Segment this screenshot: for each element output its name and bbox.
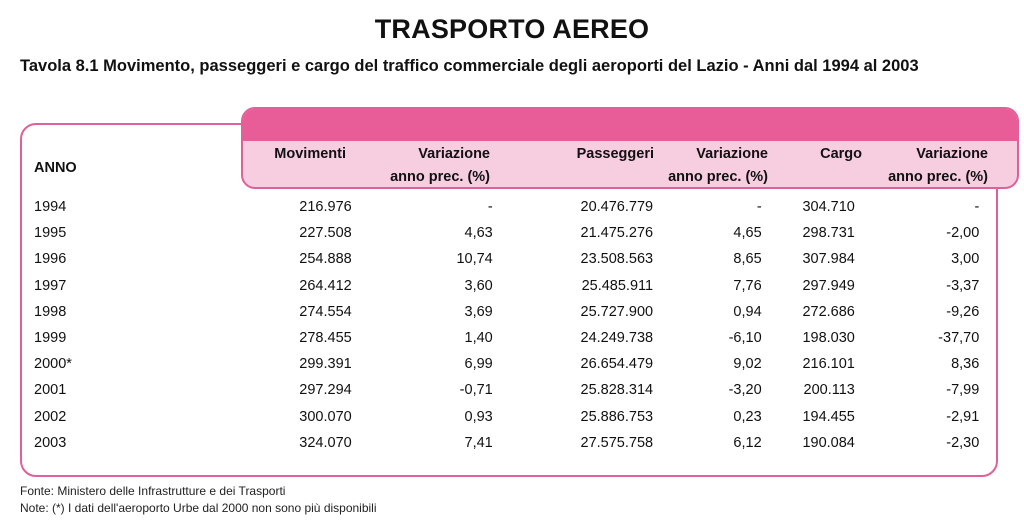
table-row — [22, 325, 998, 351]
cell-anno: 1998 — [34, 303, 67, 320]
cell-variazione-movimenti: 10,74 — [456, 251, 493, 268]
cell-variazione-movimenti: 3,60 — [464, 277, 493, 294]
cell-variazione-cargo: -2,00 — [946, 225, 980, 242]
cell-variazione-passeggeri: 0,23 — [733, 408, 762, 425]
table-row — [22, 194, 998, 220]
cell-variazione-movimenti: 4,63 — [464, 225, 493, 242]
cell-movimenti: 324.070 — [299, 434, 352, 451]
row-padding — [979, 246, 998, 272]
cell-cargo: 298.731 — [802, 225, 855, 242]
cell-movimenti: 227.508 — [299, 225, 352, 242]
cell-variazione-movimenti: - — [487, 199, 493, 216]
row-padding — [979, 351, 998, 377]
header-band-top — [243, 109, 1017, 141]
cell-cargo: 216.101 — [802, 356, 855, 373]
column-header-movimenti: Movimenti — [274, 146, 346, 162]
source-note: Fonte: Ministero delle Infrastrutture e dei Trasporti — [20, 484, 286, 498]
column-header-variazione-cargo: Variazione anno prec. (%) — [888, 146, 988, 185]
cell-movimenti: 278.455 — [299, 330, 352, 347]
row-padding — [979, 273, 998, 299]
cell-anno: 1994 — [34, 199, 67, 216]
cell-cargo: 297.949 — [802, 277, 855, 294]
cell-variazione-cargo: -9,26 — [946, 303, 980, 320]
row-padding — [979, 194, 998, 220]
table-caption: Tavola 8.1 Movimento, passeggeri e cargo del traffico commerciale degli aeroporti del Lazio - Anni dal 1994 al 2003 — [20, 57, 919, 75]
cell-movimenti: 274.554 — [299, 303, 352, 320]
cell-variazione-passeggeri: -3,20 — [728, 382, 762, 399]
cell-anno: 1995 — [34, 225, 67, 242]
cell-passeggeri: 21.475.276 — [580, 225, 654, 242]
cell-passeggeri: 24.249.738 — [580, 330, 654, 347]
table-row — [22, 430, 998, 456]
cell-variazione-movimenti: 0,93 — [464, 408, 493, 425]
column-header-variazione-passeggeri: Variazione anno prec. (%) — [668, 146, 768, 185]
cell-variazione-passeggeri: 4,65 — [733, 225, 762, 242]
cell-movimenti: 299.391 — [299, 356, 352, 373]
cell-passeggeri: 26.654.479 — [580, 356, 654, 373]
cell-variazione-cargo: - — [974, 199, 980, 216]
cell-variazione-movimenti: 1,40 — [464, 330, 493, 347]
cell-anno: 2003 — [34, 434, 67, 451]
cell-cargo: 194.455 — [802, 408, 855, 425]
table-row — [22, 404, 998, 430]
cell-anno: 2001 — [34, 382, 67, 399]
table-row — [22, 299, 998, 325]
cell-movimenti: 216.976 — [299, 199, 352, 216]
column-header-passeggeri: Passeggeri — [576, 146, 654, 162]
cell-anno: 1996 — [34, 251, 67, 268]
cell-passeggeri: 25.485.911 — [581, 277, 654, 294]
cell-anno: 1999 — [34, 330, 67, 347]
cell-movimenti: 254.888 — [299, 251, 352, 268]
table-row — [22, 273, 998, 299]
cell-variazione-movimenti: 7,41 — [464, 434, 493, 451]
footnote: Note: (*) I dati dell'aeroporto Urbe dal 2000 non sono più disponibili — [20, 501, 377, 515]
row-padding — [979, 220, 998, 246]
cell-cargo: 198.030 — [802, 330, 855, 347]
cell-variazione-passeggeri: 9,02 — [733, 356, 762, 373]
cell-passeggeri: 25.727.900 — [580, 303, 654, 320]
cell-variazione-movimenti: -0,71 — [459, 382, 493, 399]
cell-variazione-cargo: 8,36 — [951, 356, 980, 373]
table-row — [22, 220, 998, 246]
cell-anno: 2002 — [34, 408, 67, 425]
table-body — [22, 194, 998, 456]
cell-movimenti: 300.070 — [299, 408, 352, 425]
cell-cargo: 272.686 — [802, 303, 855, 320]
cell-variazione-cargo: -7,99 — [946, 382, 980, 399]
cell-passeggeri: 25.886.753 — [580, 408, 654, 425]
cell-variazione-cargo: -2,30 — [946, 434, 980, 451]
cell-variazione-passeggeri: - — [756, 199, 762, 216]
cell-anno: 1997 — [34, 277, 67, 294]
row-padding — [979, 299, 998, 325]
row-padding — [979, 377, 998, 403]
column-header-cargo: Cargo — [820, 146, 862, 162]
table-row — [22, 246, 998, 272]
cell-variazione-passeggeri: 6,12 — [733, 434, 762, 451]
cell-passeggeri: 27.575.758 — [580, 434, 654, 451]
cell-movimenti: 297.294 — [299, 382, 352, 399]
data-table — [22, 194, 998, 456]
cell-cargo: 304.710 — [802, 199, 855, 216]
cell-passeggeri: 20.476.779 — [580, 199, 654, 216]
cell-movimenti: 264.412 — [299, 277, 352, 294]
cell-passeggeri: 23.508.563 — [580, 251, 654, 268]
cell-variazione-passeggeri: 7,76 — [733, 277, 762, 294]
cell-variazione-cargo: 3,00 — [951, 251, 980, 268]
table-row — [22, 377, 998, 403]
cell-variazione-movimenti: 6,99 — [464, 356, 493, 373]
footnotes — [20, 483, 377, 517]
cell-cargo: 190.084 — [802, 434, 855, 451]
page-title: TRASPORTO AEREO — [374, 14, 650, 44]
cell-cargo: 307.984 — [802, 251, 855, 268]
cell-variazione-movimenti: 3,69 — [464, 303, 493, 320]
row-padding — [979, 325, 998, 351]
cell-anno: 2000* — [34, 356, 72, 373]
cell-variazione-cargo: -3,37 — [946, 277, 980, 294]
row-padding — [979, 404, 998, 430]
cell-variazione-passeggeri: 8,65 — [733, 251, 762, 268]
row-padding — [979, 430, 998, 456]
table-row — [22, 351, 998, 377]
cell-passeggeri: 25.828.314 — [580, 382, 654, 399]
column-header-variazione-movimenti: Variazione anno prec. (%) — [390, 146, 490, 185]
column-header-anno: ANNO — [34, 160, 77, 176]
cell-cargo: 200.113 — [803, 382, 855, 399]
cell-variazione-passeggeri: 0,94 — [733, 303, 762, 320]
cell-variazione-cargo: -37,70 — [938, 330, 980, 347]
cell-variazione-cargo: -2,91 — [946, 408, 980, 425]
cell-variazione-passeggeri: -6,10 — [728, 330, 762, 347]
